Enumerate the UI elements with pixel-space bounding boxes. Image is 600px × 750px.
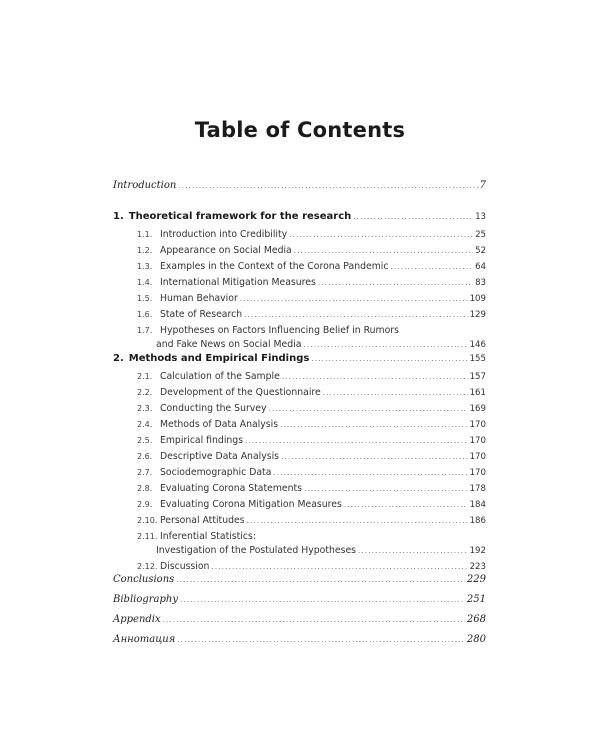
toc-page-number: 268 xyxy=(466,614,486,625)
section-label: Examples in the Context of the Corona Pandemic xyxy=(160,261,389,272)
dot-leader xyxy=(245,437,468,445)
dot-leader xyxy=(311,355,467,363)
toc-introduction-block xyxy=(113,180,486,196)
section-label: Personal Attitudes xyxy=(160,515,245,526)
chapter-label: Methods and Empirical Findings xyxy=(128,353,310,364)
toc-section-entry[interactable] xyxy=(113,277,486,293)
dot-leader xyxy=(177,636,465,644)
chapter-number: 1. xyxy=(113,211,124,222)
dot-leader xyxy=(318,279,473,287)
section-number: 2.2. xyxy=(137,388,153,397)
section-number: 1.4. xyxy=(137,278,153,287)
section-number: 2.1. xyxy=(137,372,153,381)
toc-entry-label: Bibliography xyxy=(113,594,178,605)
dot-leader xyxy=(269,405,468,413)
section-number: 1.7. xyxy=(137,326,153,335)
section-number: 2.5. xyxy=(137,436,153,445)
chapter-label: Theoretical framework for the research xyxy=(128,211,352,222)
dot-leader xyxy=(358,547,468,555)
section-label: Development of the Questionnaire xyxy=(160,387,321,398)
dot-leader xyxy=(289,231,473,239)
toc-section-entry[interactable] xyxy=(113,293,486,309)
toc-page-number: 229 xyxy=(466,574,486,585)
section-label: Discussion xyxy=(160,561,210,572)
toc-entry-conclusions[interactable] xyxy=(113,574,486,594)
section-label: Evaluating Corona Mitigation Measures xyxy=(160,499,342,510)
section-number: 1.6. xyxy=(137,310,153,319)
section-label: Methods of Data Analysis xyxy=(160,419,279,430)
section-label: Conducting the Survey xyxy=(160,403,267,414)
toc-chapter-2 xyxy=(113,353,486,577)
toc-section-entry[interactable] xyxy=(113,467,486,483)
section-number: 1.2. xyxy=(137,246,153,255)
dot-leader xyxy=(303,341,467,349)
section-label: Human Behavior xyxy=(160,293,238,304)
toc-section-entry[interactable] xyxy=(113,325,486,339)
dot-leader xyxy=(281,453,468,461)
section-label: Evaluating Corona Statements xyxy=(160,483,303,494)
toc-page-number: 64 xyxy=(475,262,486,272)
toc-page-number: 52 xyxy=(475,246,486,256)
toc-section-entry[interactable] xyxy=(113,403,486,419)
toc-page-number: 170 xyxy=(469,420,486,430)
page-title: Table of Contents xyxy=(194,118,406,142)
dot-leader xyxy=(282,373,468,381)
toc-section-entry[interactable] xyxy=(113,435,486,451)
dot-leader xyxy=(176,576,465,584)
toc-page-number: 192 xyxy=(469,546,486,556)
toc-section-entry[interactable] xyxy=(113,371,486,387)
toc-section-entry[interactable] xyxy=(113,451,486,467)
section-label: Descriptive Data Analysis xyxy=(160,451,280,462)
dot-leader xyxy=(163,616,465,624)
section-label: State of Research xyxy=(160,309,243,320)
dot-leader xyxy=(390,263,473,271)
section-number: 2.8. xyxy=(137,484,153,493)
section-number: 2.9. xyxy=(137,500,153,509)
toc-section-entry[interactable] xyxy=(113,387,486,403)
dot-leader xyxy=(353,213,473,221)
dot-leader xyxy=(294,247,473,255)
section-label: Empirical findings xyxy=(160,435,244,446)
dot-leader xyxy=(211,563,467,571)
toc-page-number: 178 xyxy=(469,484,486,494)
toc-chapter-heading[interactable] xyxy=(113,353,486,371)
toc-section-entry[interactable] xyxy=(113,229,486,245)
toc-end-matter xyxy=(113,574,486,654)
section-number: 2.12. xyxy=(137,562,158,571)
section-label: Introduction into Credibility xyxy=(160,229,288,240)
toc-section-entry[interactable] xyxy=(113,261,486,277)
section-number: 2.3. xyxy=(137,404,153,413)
toc-page-number: 83 xyxy=(475,278,486,288)
toc-entry-appendix[interactable] xyxy=(113,614,486,634)
dot-leader xyxy=(180,596,465,604)
toc-section-entry[interactable] xyxy=(113,531,486,545)
section-label: International Mitigation Measures xyxy=(160,277,316,288)
section-label: Hypotheses on Factors Influencing Belief in Rumors xyxy=(160,325,399,336)
toc-page-number: 251 xyxy=(466,594,486,605)
dot-leader xyxy=(244,311,467,319)
toc-page-number: 186 xyxy=(469,516,486,526)
section-label: Sociodemographic Data xyxy=(160,467,272,478)
toc-page-number: 223 xyxy=(469,562,486,572)
toc-entry-label: Conclusions xyxy=(113,574,175,585)
section-label: Appearance on Social Media xyxy=(160,245,292,256)
toc-page-number: 161 xyxy=(469,388,486,398)
section-label: Calculation of the Sample xyxy=(160,371,280,382)
toc-page-number: 109 xyxy=(469,294,486,304)
toc-entry-label: Аннотация xyxy=(113,634,176,645)
section-number: 1.5. xyxy=(137,294,153,303)
section-label-continuation: and Fake News on Social Media xyxy=(156,339,302,350)
dot-leader xyxy=(323,389,468,397)
section-number: 2.7. xyxy=(137,468,153,477)
dot-leader xyxy=(240,295,468,303)
toc-page-number: 13 xyxy=(475,212,486,222)
toc-entry-annotation[interactable] xyxy=(113,634,486,654)
toc-page-number: 25 xyxy=(475,230,486,240)
toc-entry-introduction[interactable] xyxy=(113,180,486,196)
toc-page-number: 170 xyxy=(469,436,486,446)
dot-leader xyxy=(247,517,468,525)
section-label-continuation: Investigation of the Postulated Hypotheses xyxy=(156,545,357,556)
toc-entry-bibliography[interactable] xyxy=(113,594,486,614)
toc-page-number: 146 xyxy=(469,340,486,350)
toc-chapter-1 xyxy=(113,211,486,355)
section-number: 1.3. xyxy=(137,262,153,271)
section-number: 1.1. xyxy=(137,230,153,239)
dot-leader xyxy=(178,182,477,190)
chapter-number: 2. xyxy=(113,353,124,364)
dot-leader xyxy=(273,469,467,477)
toc-page-number: 157 xyxy=(469,372,486,382)
section-label: Inferential Statistics: xyxy=(160,531,256,542)
toc-section-entry[interactable] xyxy=(113,419,486,435)
toc-section-entry-continuation[interactable] xyxy=(113,545,486,561)
toc-entry-label: Introduction xyxy=(113,180,177,191)
section-number: 2.4. xyxy=(137,420,153,429)
section-number: 2.6. xyxy=(137,452,153,461)
section-number: 2.10. xyxy=(137,516,158,525)
toc-section-entry[interactable] xyxy=(113,515,486,531)
toc-section-entry[interactable] xyxy=(113,309,486,325)
toc-page-number: 155 xyxy=(469,354,486,364)
toc-section-entry[interactable] xyxy=(113,483,486,499)
dot-leader xyxy=(344,501,468,509)
dot-leader xyxy=(304,485,468,493)
toc-page-number: 184 xyxy=(469,500,486,510)
toc-page-number: 170 xyxy=(469,452,486,462)
toc-page-number: 170 xyxy=(469,468,486,478)
toc-entry-label: Appendix xyxy=(113,614,161,625)
toc-section-entry[interactable] xyxy=(113,245,486,261)
dot-leader xyxy=(280,421,468,429)
toc-section-entry[interactable] xyxy=(113,499,486,515)
toc-chapter-heading[interactable] xyxy=(113,211,486,229)
toc-page-number: 7 xyxy=(479,180,486,191)
section-number: 2.11. xyxy=(137,532,158,541)
toc-page-number: 129 xyxy=(469,310,486,320)
toc-page-number: 169 xyxy=(469,404,486,414)
toc-page-number: 280 xyxy=(466,634,486,645)
